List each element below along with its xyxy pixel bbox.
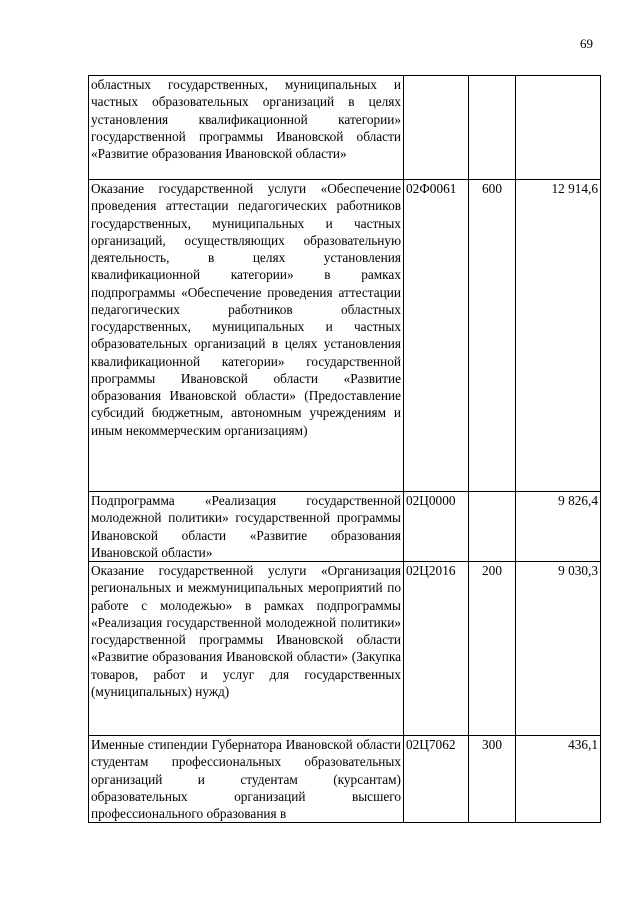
row-code: 02Ц7062 bbox=[404, 736, 469, 823]
row-expense-type: 600 bbox=[469, 180, 516, 492]
table-row bbox=[89, 736, 601, 823]
budget-table bbox=[88, 75, 601, 823]
row-expense-type bbox=[469, 76, 516, 180]
row-expense-type bbox=[469, 492, 516, 562]
row-expense-type: 300 bbox=[469, 736, 516, 823]
row-sum: 9 030,3 bbox=[516, 562, 601, 736]
table-row bbox=[89, 492, 601, 562]
row-sum: 12 914,6 bbox=[516, 180, 601, 492]
row-name: Оказание государственной услуги «Организация региональных и межмуниципальных мероприятий по работе с молодежью» в рамках подпрограммы «Реализация государственной молодежной политики» государственной программы Ивановской области «Развитие образования Ивановской области» (Закупка товаров, работ и услуг для государственных (муниципальных) нужд) bbox=[89, 562, 404, 736]
row-name: областных государственных, муниципальных и частных образовательных организаций в целях установления квалификационной категории» государственной программы Ивановской области «Развитие образования Ивановской области» bbox=[89, 76, 404, 180]
row-sum: 436,1 bbox=[516, 736, 601, 823]
row-code: 02Ф0061 bbox=[404, 180, 469, 492]
table-row bbox=[89, 180, 601, 492]
row-name: Подпрограмма «Реализация государственной молодежной политики» государственной программы Ивановской области «Развитие образования Ивановской области» bbox=[89, 492, 404, 562]
table-row bbox=[89, 76, 601, 180]
row-code: 02Ц2016 bbox=[404, 562, 469, 736]
row-code: 02Ц0000 bbox=[404, 492, 469, 562]
row-sum: 9 826,4 bbox=[516, 492, 601, 562]
row-code bbox=[404, 76, 469, 180]
row-sum bbox=[516, 76, 601, 180]
row-expense-type: 200 bbox=[469, 562, 516, 736]
row-name: Оказание государственной услуги «Обеспечение проведения аттестации педагогических работников государственных, муниципальных и частных организаций, осуществляющих образовательную деятельность, в целях установления квалификационной категории» в рамках подпрограммы «Обеспечение проведения аттестации педагогических работников областных государственных, муниципальных и частных образовательных организаций в целях установления квалификационной категории» государственной программы Ивановской области «Развитие образования Ивановской области» (Предоставление субсидий бюджетным, автономным учреждениям и иным некоммерческим организациям) bbox=[89, 180, 404, 492]
page-number: 69 bbox=[580, 36, 593, 51]
table-row bbox=[89, 562, 601, 736]
row-name: Именные стипендии Губернатора Ивановской области студентам профессиональных образовательных организаций и студентам (курсантам) образовательных организаций высшего профессионального образования в bbox=[89, 736, 404, 823]
